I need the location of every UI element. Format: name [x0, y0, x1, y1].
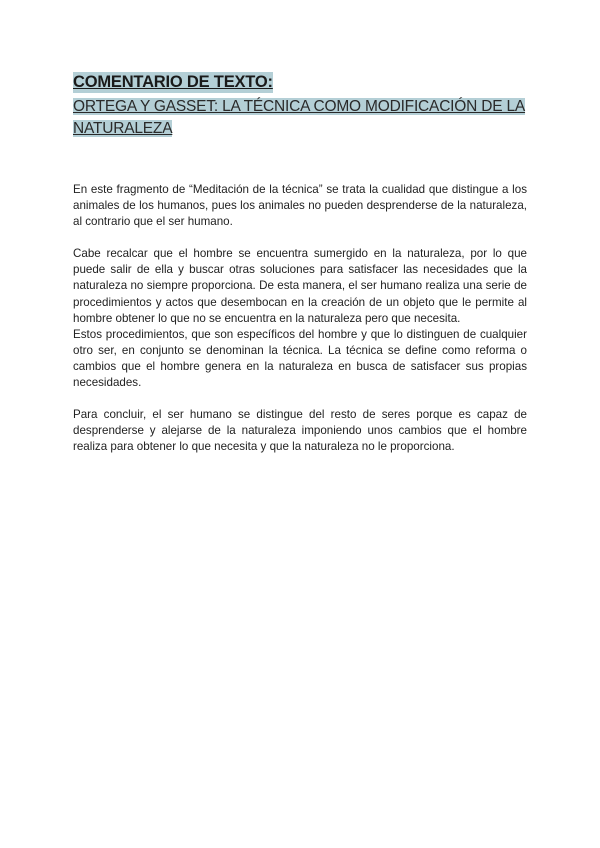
paragraph-technique: Estos procedimientos, que son específicos del hombre y que lo distinguen de cualquier otro ser, en conjunto se denominan la técnica. La técnica se define como reforma o cambios que el hombre genera en la naturaleza en busca de satisfacer sus propias necesidades. [73, 327, 527, 390]
paragraph-spacer [73, 230, 527, 246]
paragraph-spacer [73, 391, 527, 407]
document-title: COMENTARIO DE TEXTO: [73, 73, 273, 91]
document-subtitle [73, 96, 533, 140]
document-subtitle-text: ORTEGA Y GASSET: LA TÉCNICA COMO MODIFICACIÓN DE LA NATURALEZA [73, 98, 526, 137]
paragraph-conclusion: Para concluir, el ser humano se distingue del resto de seres porque es capaz de desprenderse y alejarse de la naturaleza imponiendo unos cambios que el hombre realiza para obtener lo que necesita y que la naturaleza no le proporciona. [73, 408, 527, 454]
paragraph-intro: En este fragmento de “Meditación de la técnica” se trata la cualidad que distingue a los animales de los humanos, pues los animales no pueden desprenderse de la naturaleza, al contrario que el ser humano. [73, 183, 527, 229]
paragraph-development: Cabe recalcar que el hombre se encuentra sumergido en la naturaleza, por lo que puede salir de ella y buscar otras soluciones para satisfacer las necesidades que la naturaleza no siempre proporciona. De esta manera, el ser humano realiza una serie de procedimientos y actos que desembocan en la creación de un objeto que le permite al hombre obtener lo que no se encuentra en la naturaleza pero que necesita. [73, 247, 527, 325]
document-body [73, 182, 527, 455]
document-heading [73, 72, 533, 140]
